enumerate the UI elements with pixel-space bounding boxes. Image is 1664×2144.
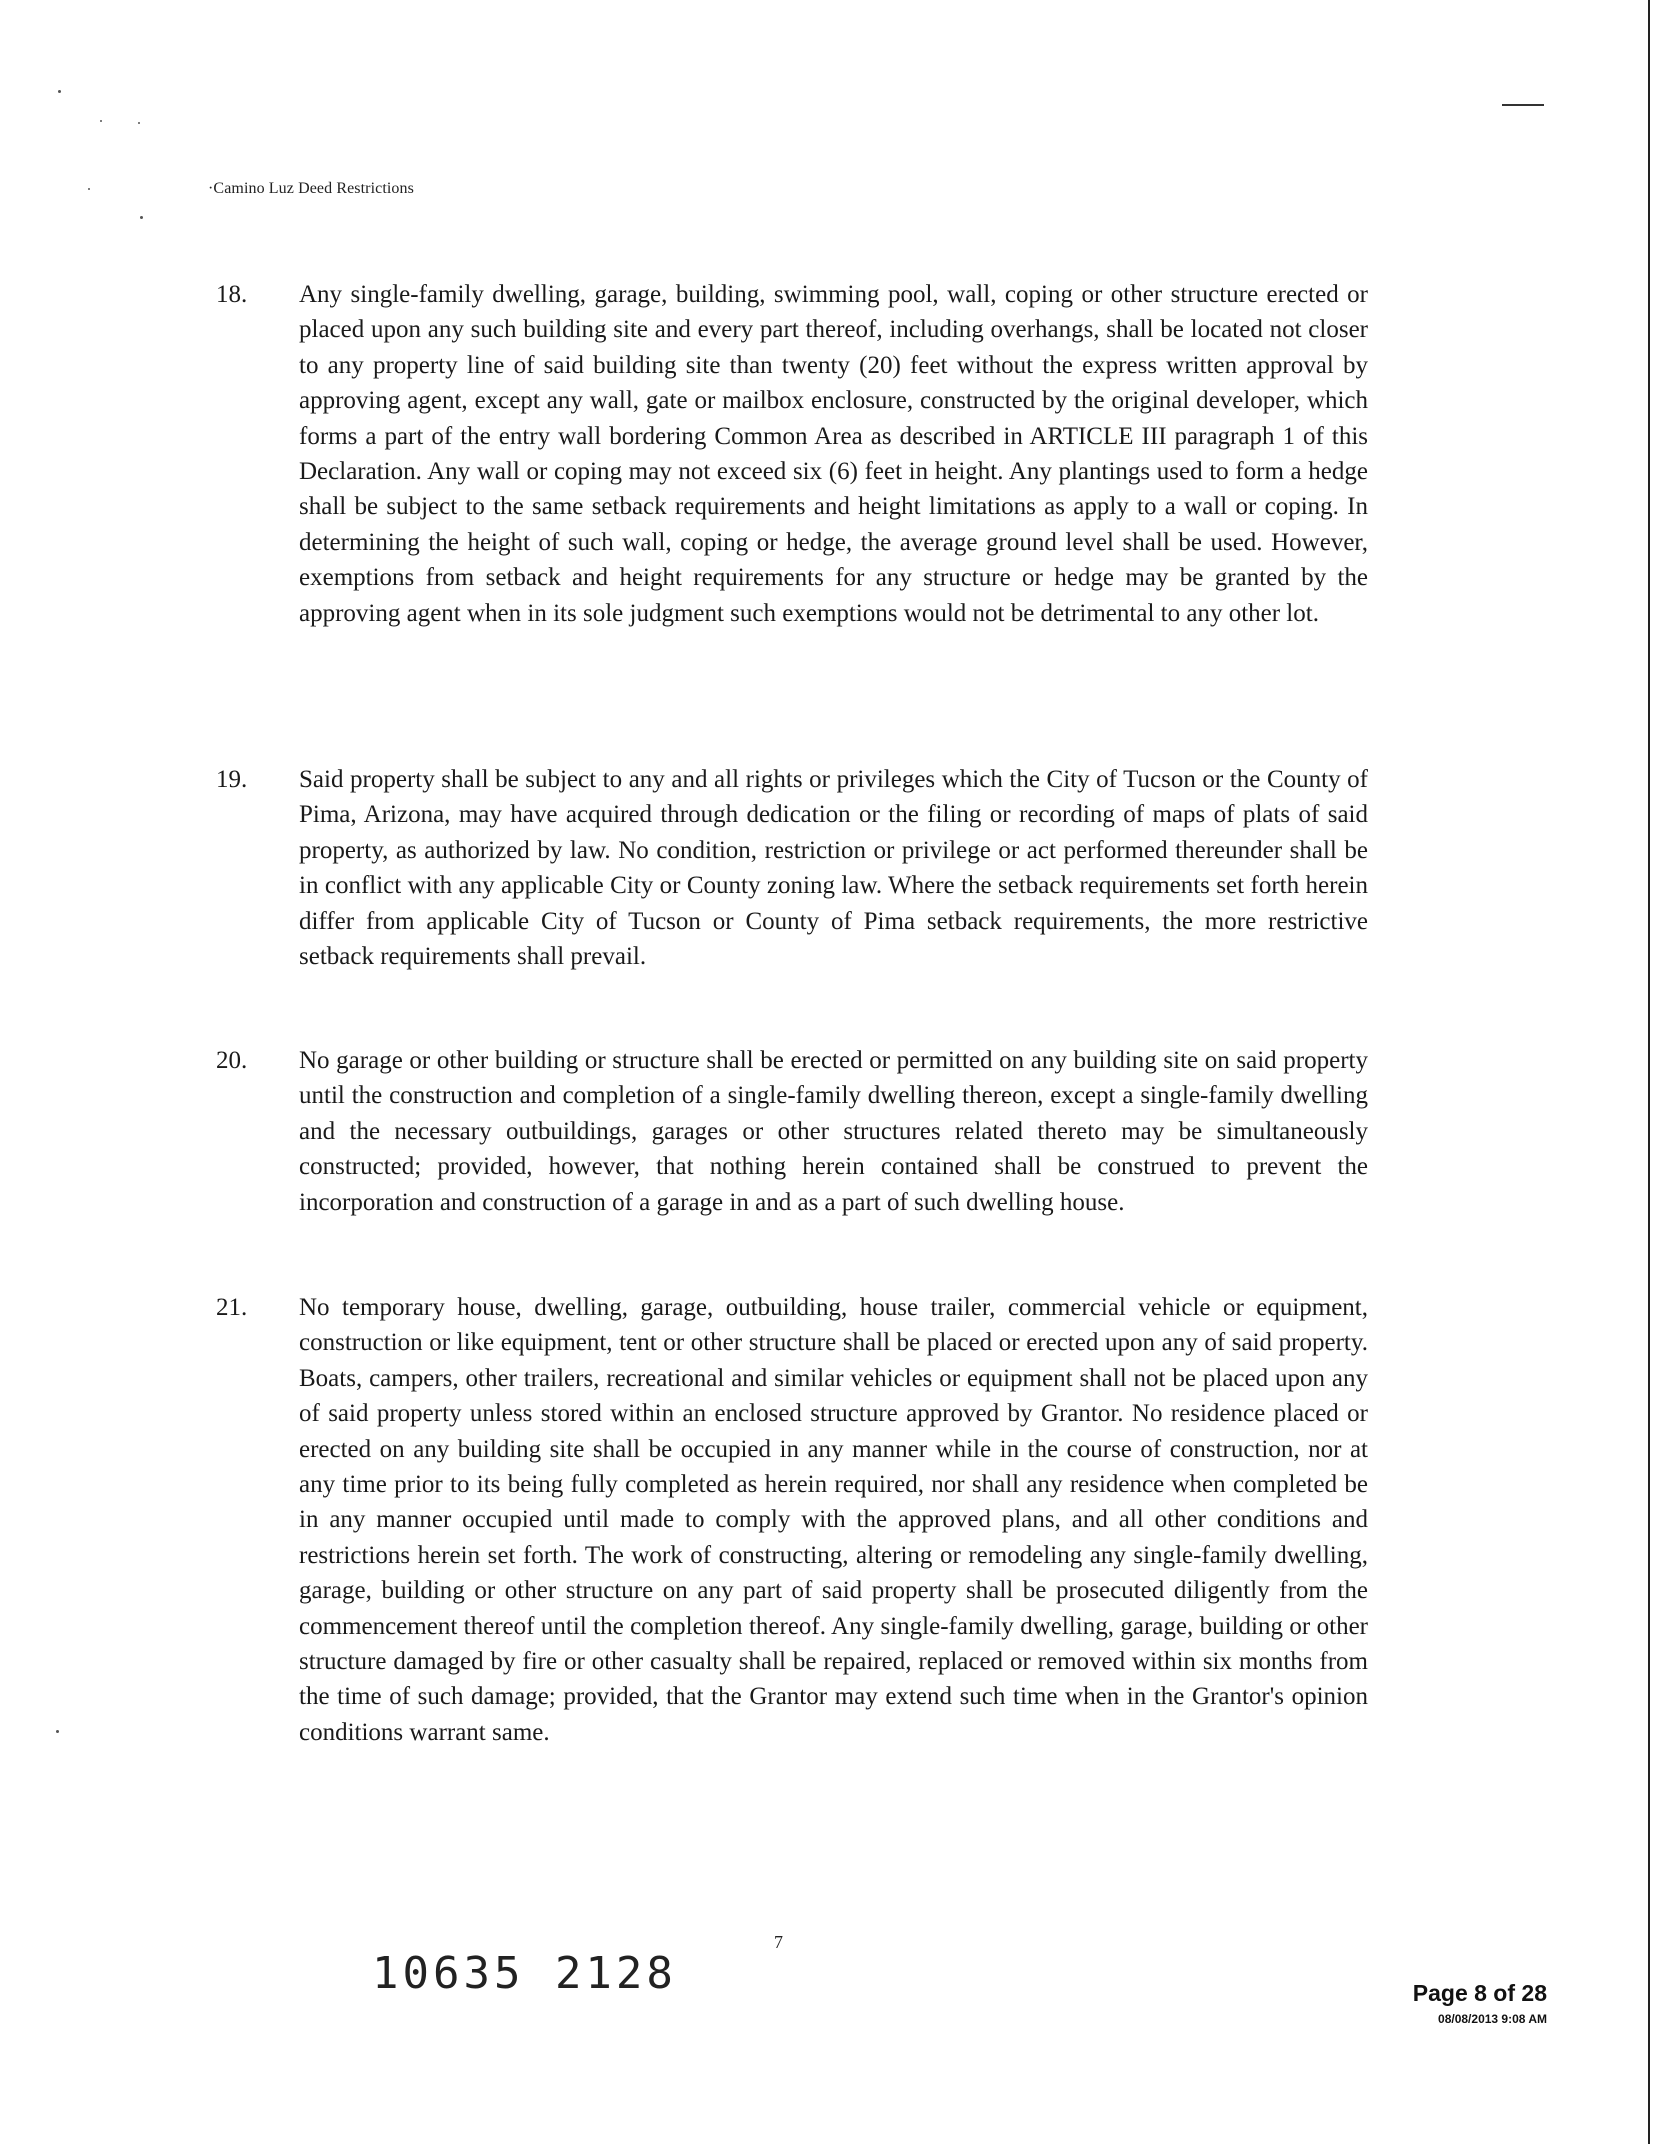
document-reference-number: 10635 2128 xyxy=(372,1948,677,1999)
scan-mark-line xyxy=(1502,104,1544,106)
page-edge-line xyxy=(1648,0,1650,2144)
scan-speck xyxy=(56,1730,59,1733)
section-text: Said property shall be subject to any and all rights or privileges which the City of Tucson or the County of Pima, Arizona, may have acquired through dedication or the filing or recording of maps of plats of said property, as authorized by law. No condition, restriction or privilege or act performed thereunder shall be in conflict with any applicable City or County zoning law. Where the setback requirements set forth herein differ from applicable City of Tucson or County of Pima setback requirements, the more restrictive setback requirements shall prevail. xyxy=(299,766,1368,971)
page-count-stamp: Page 8 of 28 xyxy=(1412,1980,1547,2006)
section-text: No garage or other building or structure shall be erected or permitted on any building site on said property until the construction and completion of a single-family dwelling thereon, except a single-family dwelling and the necessary outbuildings, garages or other structures related thereto may be simultaneously constructed; provided, however, that nothing herein contained shall be construed to prevent the incorporation and construction of a garage in and as a part of such dwelling house. xyxy=(299,1047,1368,1216)
scan-speck xyxy=(138,122,140,124)
page-number: 7 xyxy=(774,1932,783,1952)
document-header: ·Camino Luz Deed Restrictions xyxy=(208,180,414,197)
scan-speck xyxy=(58,90,61,93)
section-number: 20. xyxy=(216,1047,248,1074)
section-number: 19. xyxy=(216,766,248,793)
section-text: Any single-family dwelling, garage, building, swimming pool, wall, coping or other structure erected or placed upon any such building site and every part thereof, including overhangs, shall be located not closer to any property line of said building site than twenty (20) feet without the express written approval by approving agent, except any wall, gate or mailbox enclosure, constructed by the original developer, which forms a part of the entry wall bordering Common Area as described in ARTICLE III paragraph 1 of this Declaration. Any wall or coping may not exceed six (6) feet in height. Any plantings used to form a hedge shall be subject to the same setback requirements and height limitations as apply to a wall or coping. In determining the height of such wall, coping or hedge, the average ground level shall be used. However, exemptions from setback and height requirements for any structure or hedge may be granted by the approving agent when in its sole judgment such exemptions would not be detrimental to any other lot. xyxy=(299,281,1368,627)
section-text: No temporary house, dwelling, garage, outbuilding, house trailer, commercial vehicle or equipment, construction or like equipment, tent or other structure shall be placed or erected upon any of said property. Boats, campers, other trailers, recreational and similar vehicles or equipment shall not be placed upon any of said property unless stored within an enclosed structure approved by Grantor. No residence placed or erected on any building site shall be occupied in any manner while in the course of construction, nor at any time prior to its being fully completed as herein required, nor shall any residence when completed be in any manner occupied until made to comply with the approved plans, and all other conditions and restrictions herein set forth. The work of constructing, altering or remodeling any single-family dwelling, garage, building or other structure on any part of said property shall be prosecuted diligently from the commencement thereof until the completion thereof. Any single-family dwelling, garage, building or other structure damaged by fire or other casualty shall be repaired, replaced or removed within six months from the time of such damage; provided, that the Grantor may extend such time when in the Grantor's opinion conditions warrant same. xyxy=(299,1294,1368,1746)
scan-speck xyxy=(100,120,102,122)
print-timestamp: 08/08/2013 9:08 AM xyxy=(1438,2012,1547,2026)
scan-speck xyxy=(88,188,90,190)
section-number: 21. xyxy=(216,1294,248,1321)
scan-speck xyxy=(140,216,143,219)
section-number: 18. xyxy=(216,281,248,308)
